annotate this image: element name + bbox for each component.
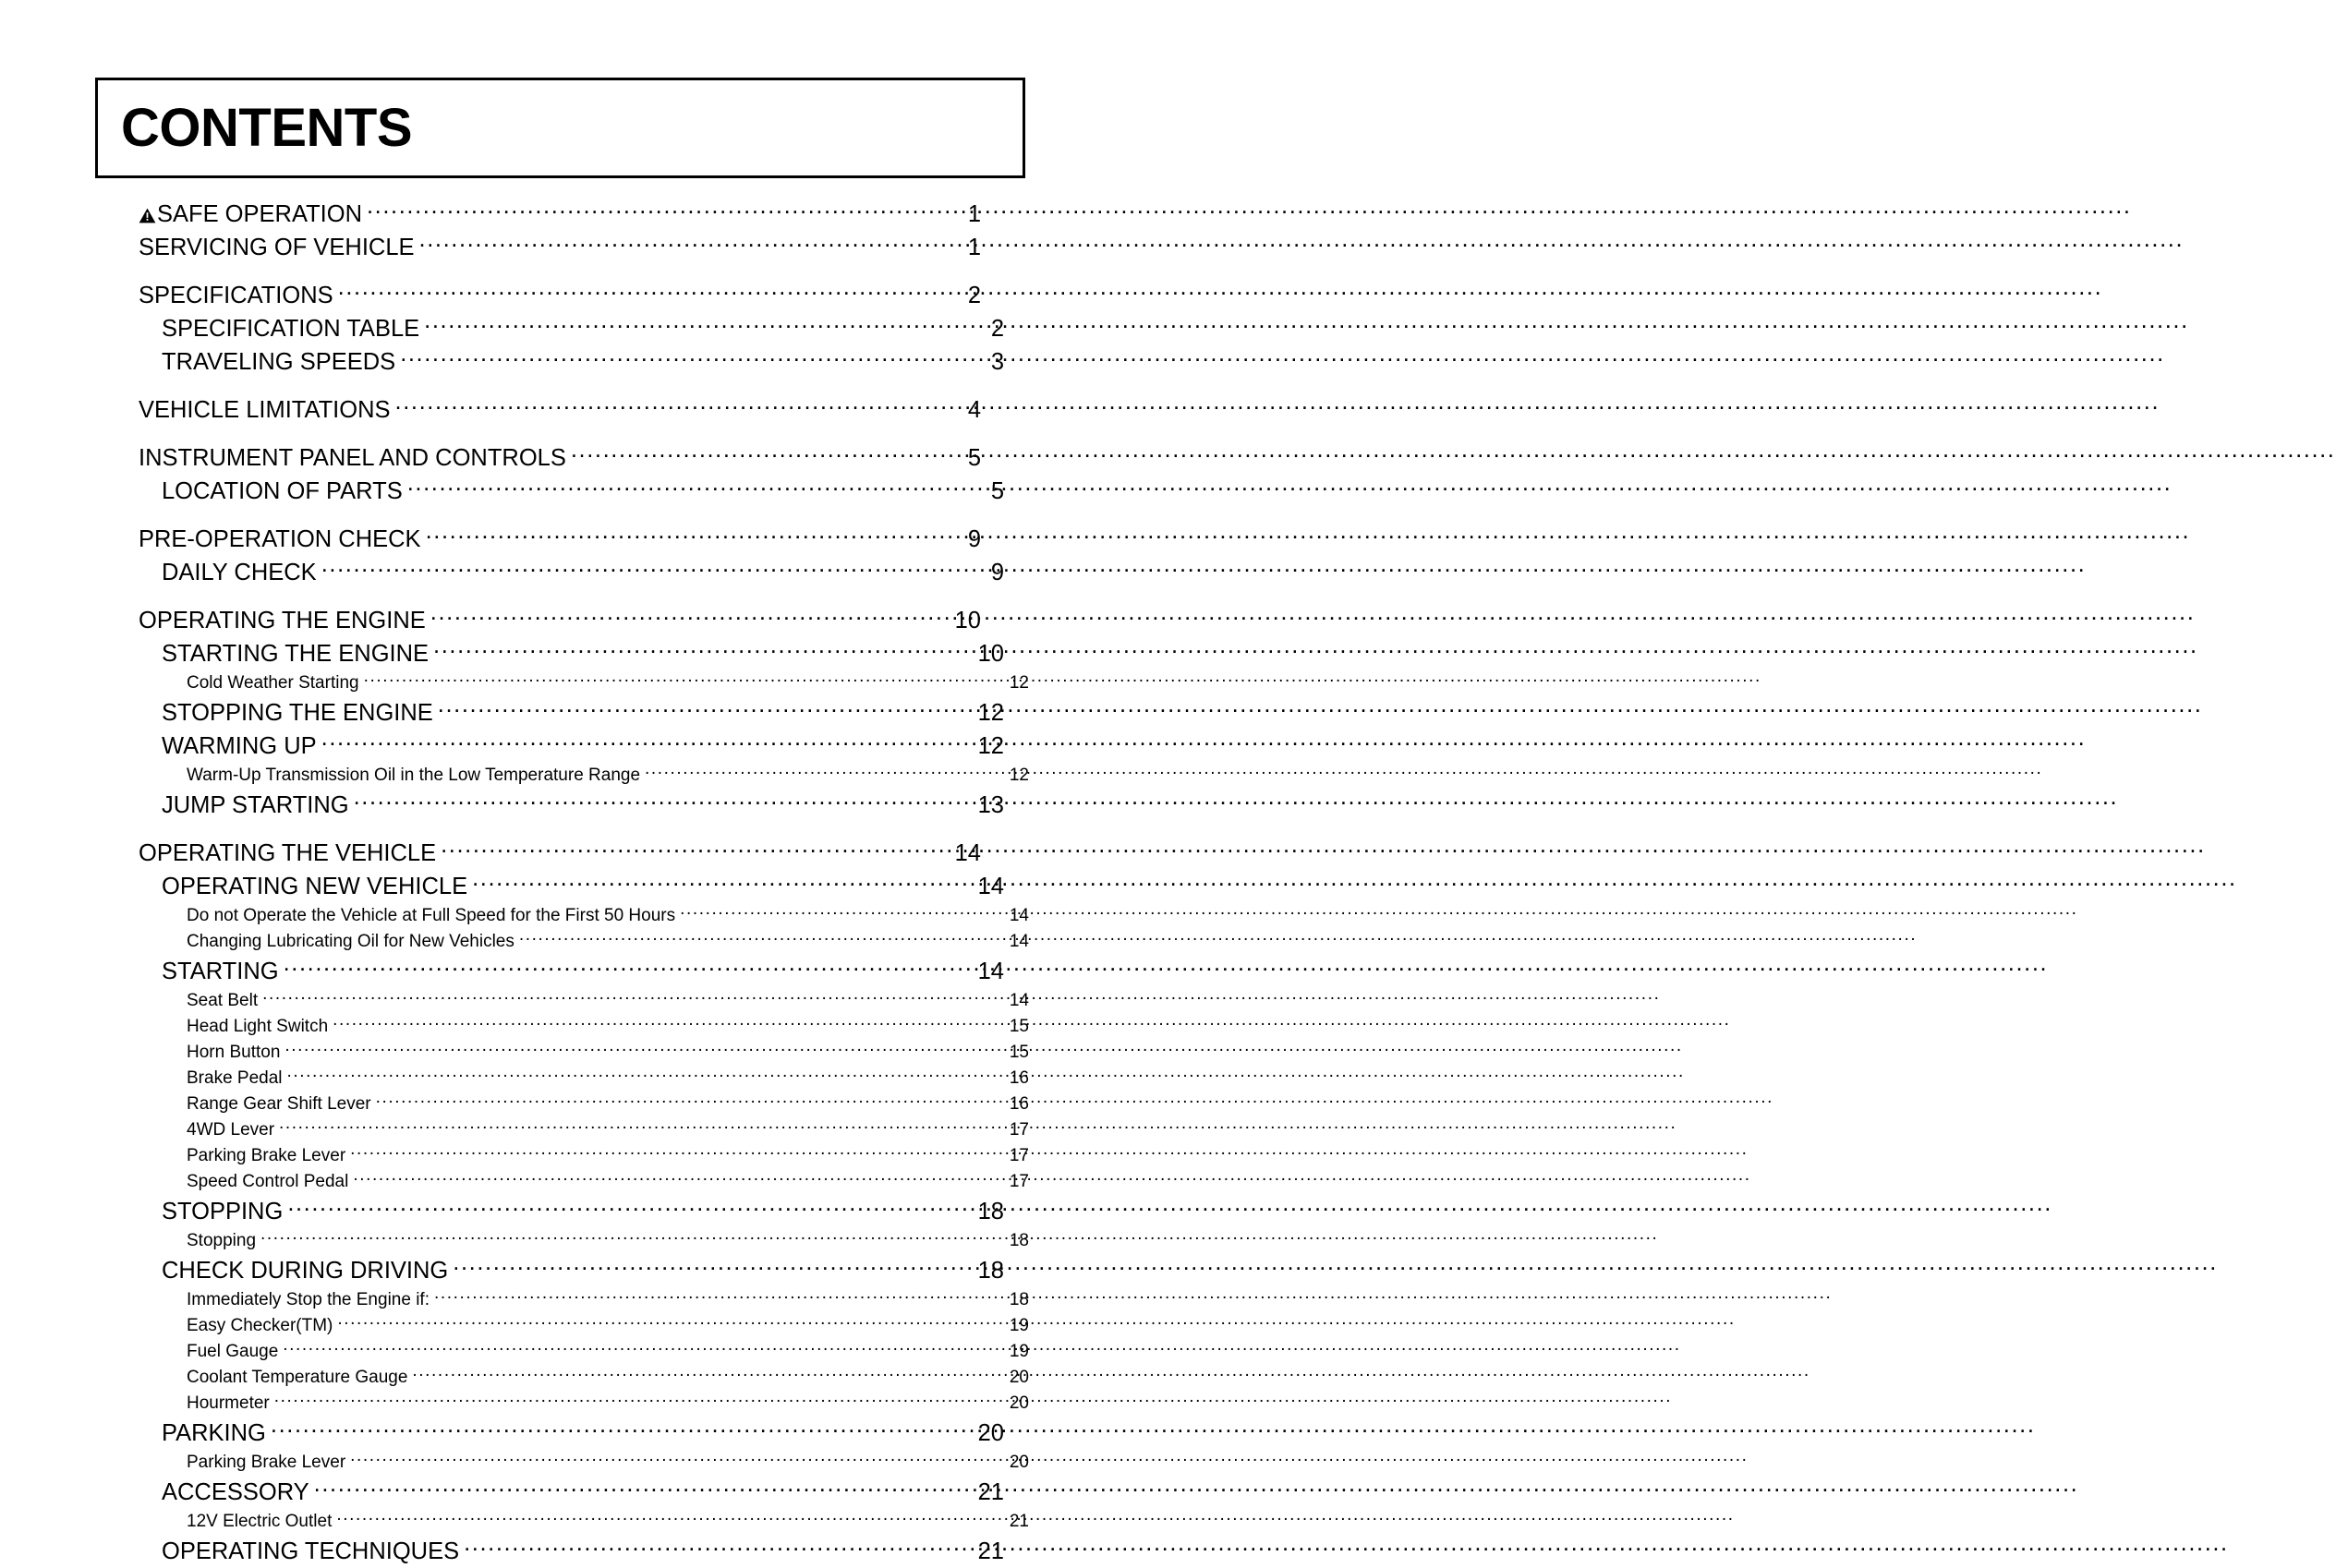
toc-page-number: 13 (977, 791, 1004, 818)
toc-page-number: 17 (1009, 1146, 1029, 1165)
toc-leader-dots (571, 441, 938, 465)
toc-entry-label: WARMING UP (162, 732, 317, 759)
toc-leader-dots (412, 1365, 986, 1382)
toc-entry[interactable] (139, 393, 981, 427)
toc-page-number: 21 (1009, 1512, 1029, 1531)
toc-group (139, 604, 1029, 822)
toc-leader-dots (419, 231, 938, 255)
toc-entry-label: Speed Control Pedal (187, 1172, 349, 1191)
toc-page-number: 10 (977, 640, 1004, 667)
toc-leader-dots (337, 1313, 986, 1331)
toc-leader-dots (271, 1417, 962, 1441)
toc-entry-label: STARTING THE ENGINE (162, 640, 430, 667)
toc-leader-dots (336, 1509, 986, 1526)
toc-entry[interactable] (139, 556, 1004, 589)
toc-entry-label: Immediately Stop the Engine if: (187, 1290, 430, 1309)
toc-entry[interactable] (139, 870, 1004, 903)
toc-leader-dots (333, 1014, 986, 1031)
toc-page-number: 1 (967, 200, 981, 227)
toc-leader-dots (464, 1535, 962, 1559)
toc-page-number: 19 (1009, 1342, 1029, 1361)
toc-entry-label: PRE-OPERATION CHECK (139, 525, 421, 552)
toc-page-number: 1 (967, 234, 981, 260)
toc-page-number: 21 (977, 1478, 1004, 1505)
toc-leader-dots (519, 929, 986, 947)
toc-entry-label: TRAVELING SPEEDS (162, 348, 396, 375)
toc-entry-label: ACCESSORY (162, 1478, 309, 1505)
toc-page-number: 12 (1009, 673, 1029, 693)
toc-page-number: 20 (1009, 1368, 1029, 1387)
toc-leader-dots (338, 279, 938, 303)
toc-page-number: 2 (967, 282, 981, 308)
toc-entry-label: Easy Checker(TM) (187, 1316, 333, 1335)
toc-leader-dots (321, 730, 962, 754)
toc-entry-label: Parking Brake Lever (187, 1146, 346, 1165)
toc-page-number: 14 (1009, 991, 1029, 1010)
toc-leader-dots (350, 1143, 986, 1161)
toc-leader-dots (262, 988, 986, 1006)
toc-page-number: 18 (977, 1257, 1004, 1284)
toc-entry-label: Do not Operate the Vehicle at Full Speed for the First 50 Hours (187, 906, 676, 925)
toc-entry-label: STOPPING THE ENGINE (162, 699, 433, 726)
toc-page-number: 5 (990, 477, 1004, 504)
toc-entry-label: SPECIFICATIONS (139, 282, 333, 308)
toc-entry[interactable] (139, 1195, 1004, 1228)
toc-page-number: 9 (967, 525, 981, 552)
page-title: CONTENTS (121, 97, 412, 158)
toc-entry-label: OPERATING TECHNIQUES (162, 1538, 460, 1564)
toc-group (139, 279, 1004, 379)
toc-entry-label: OPERATING THE VEHICLE (139, 839, 437, 866)
toc-page-number: 4 (967, 396, 981, 423)
toc-entry-label: Horn Button (187, 1043, 281, 1062)
toc-entry-label (139, 201, 367, 228)
toc-page-number: 12 (977, 699, 1004, 726)
toc-group (139, 198, 981, 264)
toc-page-number: 14 (977, 873, 1004, 899)
toc-entry-label: CHECK DURING DRIVING (162, 1257, 449, 1284)
toc-entry-label: Warm-Up Transmission Oil in the Low Temperature Range (187, 766, 641, 785)
toc-entry[interactable] (139, 789, 1004, 822)
toc-entry-label: OPERATING NEW VEHICLE (162, 873, 468, 899)
toc-entry-label: DAILY CHECK (162, 559, 317, 585)
toc-entry[interactable] (139, 730, 1004, 763)
toc-page-number: 18 (977, 1198, 1004, 1224)
toc-page-number: 9 (990, 559, 1004, 585)
toc-leader-dots (364, 670, 986, 688)
toc-entry[interactable] (139, 1535, 1004, 1568)
toc-page-number: 16 (1009, 1094, 1029, 1114)
warning-triangle-icon (139, 208, 156, 223)
toc-leader-dots (279, 1117, 986, 1135)
toc-entry[interactable] (139, 345, 1004, 379)
toc-entry[interactable] (139, 1417, 1004, 1450)
toc-entry-label: 4WD Lever (187, 1120, 275, 1140)
toc-entry-label: LOCATION OF PARTS (162, 477, 403, 504)
toc-entry-label: Seat Belt (187, 991, 259, 1010)
toc-entry-label: INSTRUMENT PANEL AND CONTROLS (139, 444, 566, 471)
toc-group (139, 441, 1004, 508)
toc-page-number: 15 (1009, 1043, 1029, 1062)
toc-leader-dots (284, 1040, 986, 1057)
toc-leader-dots (400, 345, 962, 369)
toc-entry[interactable] (139, 1254, 1004, 1287)
contents-title-box (95, 78, 1025, 178)
toc-page-number: 20 (1009, 1393, 1029, 1413)
toc-entry-label: OPERATING THE ENGINE (139, 607, 426, 633)
toc-group (139, 837, 1029, 1568)
toc-leader-dots (367, 198, 938, 222)
toc-entry[interactable] (139, 231, 981, 264)
toc-page-number: 10 (954, 607, 981, 633)
toc-entry-label: Head Light Switch (187, 1017, 329, 1036)
toc-leader-dots (354, 789, 962, 813)
toc-entry-label: SERVICING OF VEHICLE (139, 234, 415, 260)
toc-leader-dots (287, 1066, 986, 1083)
toc-leader-dots (353, 1169, 986, 1187)
toc-entry-label: JUMP STARTING (162, 791, 349, 818)
toc-leader-dots (321, 556, 962, 580)
toc-entry-label: STARTING (162, 958, 279, 984)
toc-entry-text: SAFE OPERATION (157, 200, 362, 227)
toc-leader-dots (287, 1195, 962, 1219)
toc-page-number: 18 (1009, 1290, 1029, 1309)
toc-entry[interactable] (139, 475, 1004, 508)
toc-page-number: 14 (1009, 932, 1029, 951)
toc-page-number: 17 (1009, 1172, 1029, 1191)
toc-entry-label: STOPPING (162, 1198, 284, 1224)
toc-leader-dots (284, 955, 962, 979)
toc-leader-dots (407, 475, 962, 499)
toc-entry-label: VEHICLE LIMITATIONS (139, 396, 391, 423)
toc-leader-dots (376, 1092, 986, 1109)
toc-leader-dots (274, 1391, 986, 1408)
toc-entry[interactable] (139, 955, 1004, 988)
toc-page-number: 12 (1009, 766, 1029, 785)
toc-group (139, 523, 1004, 589)
toc-leader-dots (395, 393, 938, 417)
toc-leader-dots (430, 604, 938, 628)
toc-entry-label: Coolant Temperature Gauge (187, 1368, 408, 1387)
toc-leader-dots (260, 1228, 986, 1246)
toc-entry-label: Brake Pedal (187, 1068, 283, 1088)
toc-entry-label: SPECIFICATION TABLE (162, 315, 420, 342)
toc-page-number: 16 (1009, 1068, 1029, 1088)
toc-page-number: 20 (1009, 1453, 1029, 1472)
toc-page-number: 3 (990, 348, 1004, 375)
toc-leader-dots (433, 637, 962, 661)
toc-page-number: 15 (1009, 1017, 1029, 1036)
toc-leader-dots (283, 1339, 986, 1357)
toc-page-number: 5 (967, 444, 981, 471)
toc-entry-label: Parking Brake Lever (187, 1453, 346, 1472)
toc-leader-dots (434, 1287, 986, 1305)
toc-entry-label: PARKING (162, 1419, 266, 1446)
toc-page-number: 14 (1009, 906, 1029, 925)
toc-entry-label: 12V Electric Outlet (187, 1512, 333, 1531)
toc-page-number: 17 (1009, 1120, 1029, 1140)
toc-page-number: 20 (977, 1419, 1004, 1446)
table-of-contents (139, 198, 1029, 1568)
toc-entry-label: Cold Weather Starting (187, 673, 359, 693)
toc-entry-label: Hourmeter (187, 1393, 270, 1413)
toc-entry-label: Changing Lubricating Oil for New Vehicles (187, 932, 514, 951)
toc-entry[interactable] (139, 1476, 1004, 1509)
toc-leader-dots (426, 523, 938, 547)
toc-leader-dots (680, 903, 986, 921)
toc-page-number: 14 (954, 839, 981, 866)
toc-leader-dots (314, 1476, 962, 1500)
toc-leader-dots (441, 837, 938, 861)
toc-leader-dots (350, 1450, 986, 1467)
toc-group (139, 393, 981, 427)
toc-entry-label: Stopping (187, 1231, 257, 1250)
toc-entry-label: Range Gear Shift Lever (187, 1094, 371, 1114)
toc-page-number: 19 (1009, 1316, 1029, 1335)
toc-leader-dots (438, 696, 962, 720)
toc-page-number: 2 (990, 315, 1004, 342)
document-page (0, 0, 1142, 1564)
toc-entry-label: Fuel Gauge (187, 1342, 279, 1361)
toc-page-number: 21 (977, 1538, 1004, 1564)
toc-page-number: 14 (977, 958, 1004, 984)
toc-page-number: 12 (977, 732, 1004, 759)
toc-entry[interactable] (139, 637, 1004, 670)
toc-leader-dots (645, 763, 986, 780)
toc-leader-dots (424, 312, 962, 336)
toc-leader-dots (453, 1254, 962, 1278)
toc-page-number: 18 (1009, 1231, 1029, 1250)
toc-leader-dots (472, 870, 962, 894)
